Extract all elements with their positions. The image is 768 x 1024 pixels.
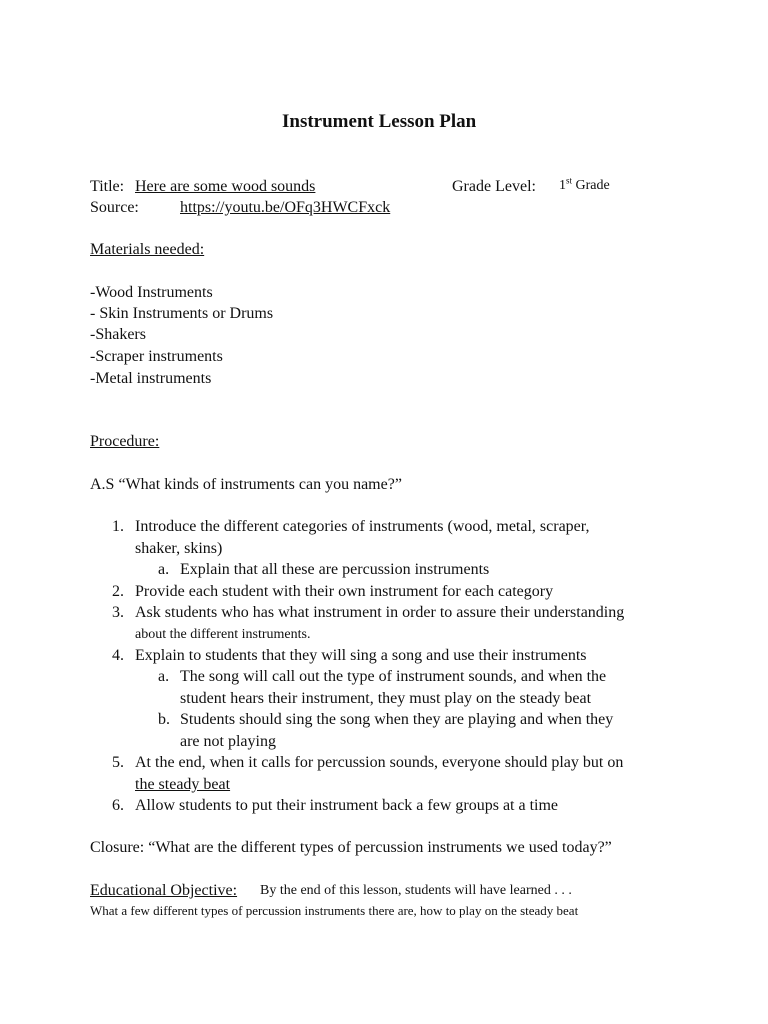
step-text: about the different instruments. — [135, 627, 311, 642]
step-number: 4. — [112, 647, 124, 664]
step-text: Provide each student with their own instrument for each category — [135, 583, 554, 600]
step-text: the steady beat — [135, 776, 231, 793]
step-text: At the end, when it calls for percussion sounds, everyone should play but on — [135, 754, 624, 771]
objective-label: Educational Objective: — [90, 882, 238, 899]
grade-suffix: st — [566, 175, 573, 186]
grade-number: 1 — [559, 178, 566, 193]
step-number: 3. — [112, 604, 124, 621]
material-item: -Wood Instruments — [90, 284, 213, 301]
anticipatory-set-question: A.S “What kinds of instruments can you name?” — [90, 476, 402, 493]
step-number: 6. — [112, 797, 124, 814]
substep-text: Explain that all these are percussion instruments — [180, 561, 490, 578]
grade-word: Grade — [572, 178, 610, 193]
substep-label: a. — [158, 668, 170, 685]
objective-text: What a few different types of percussion instruments there are, how to play on the steady beat — [90, 903, 579, 918]
step-text: Ask students who has what instrument in order to assure their understanding — [135, 604, 625, 621]
substep-text: Students should sing the song when they are playing and when they — [180, 711, 614, 728]
step-text: Explain to students that they will sing a song and use their instruments — [135, 647, 587, 664]
step-number: 5. — [112, 754, 124, 771]
procedure-heading: Procedure: — [90, 433, 160, 450]
grade-level-value — [559, 175, 610, 194]
lesson-title-value: Here are some wood sounds — [135, 178, 316, 195]
materials-heading: Materials needed: — [90, 241, 205, 258]
substep-label: b. — [158, 711, 170, 728]
substep-text: student hears their instrument, they must play on the steady beat — [180, 690, 592, 707]
source-link[interactable]: https://youtu.be/OFq3HWCFxck — [180, 199, 391, 216]
step-number: 2. — [112, 583, 124, 600]
substep-text: The song will call out the type of instrument sounds, and when the — [180, 668, 607, 685]
material-item: -Scraper instruments — [90, 348, 223, 365]
source-label: Source: — [90, 199, 139, 216]
page-title: Instrument Lesson Plan — [282, 111, 477, 132]
substep-text: are not playing — [180, 733, 276, 750]
objective-intro: By the end of this lesson, students will have learned . . . — [260, 883, 572, 898]
title-label: Title: — [90, 178, 125, 195]
material-item: -Metal instruments — [90, 370, 212, 387]
step-text: shaker, skins) — [135, 540, 223, 557]
material-item: -Shakers — [90, 326, 146, 343]
closure-question: Closure: “What are the different types of percussion instruments we used today?” — [90, 839, 612, 856]
material-item: - Skin Instruments or Drums — [90, 305, 274, 322]
step-text: Introduce the different categories of instruments (wood, metal, scraper, — [135, 518, 590, 535]
step-number: 1. — [112, 518, 124, 535]
substep-label: a. — [158, 561, 170, 578]
grade-level-label: Grade Level: — [452, 178, 536, 195]
step-text: Allow students to put their instrument back a few groups at a time — [135, 797, 559, 814]
